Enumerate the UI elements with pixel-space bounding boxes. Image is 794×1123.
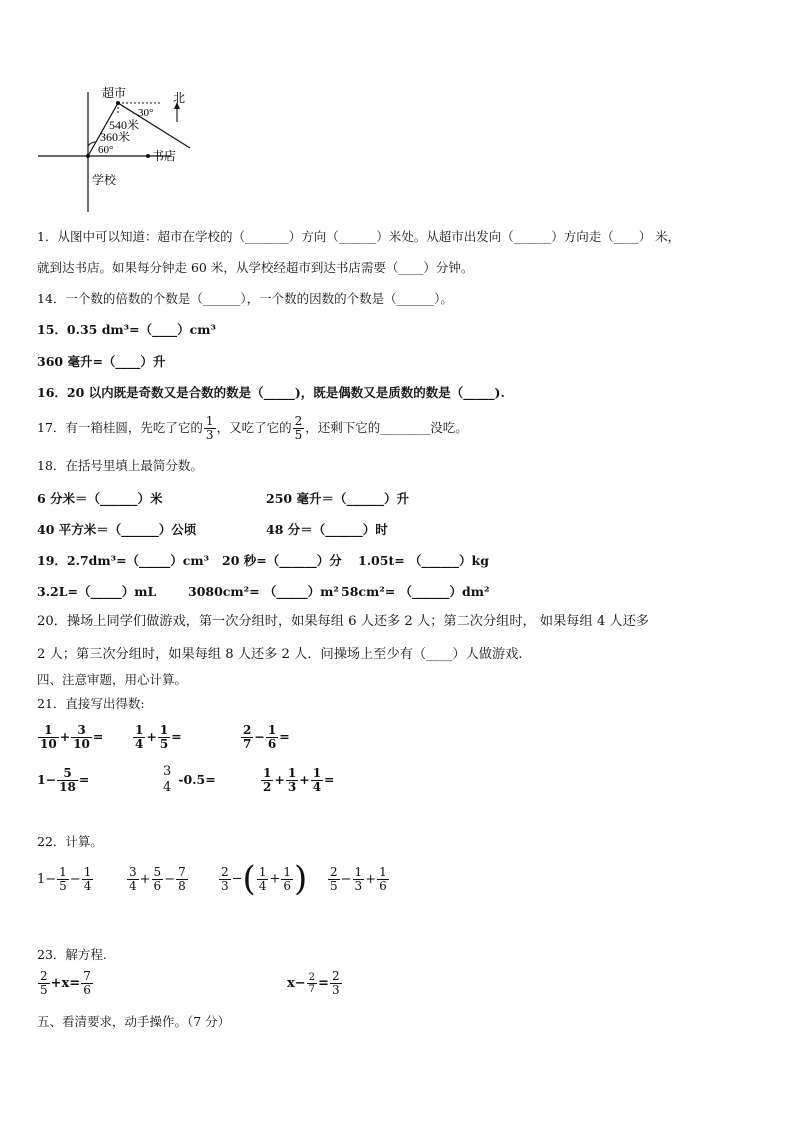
question-20-line-1: 20．操场上同学们做游戏，第一次分组时，如果每组 6 人还多 2 人；第二次分组时， 如果每组 4 人还多	[37, 614, 649, 629]
q21-expression-4: 1− $\frac{5}{18}$ =	[37, 766, 90, 794]
question-19-f: 58cm²= （______）dm²	[341, 584, 490, 599]
distance-360-label: 360米	[100, 130, 131, 144]
q21-expression-2: $\frac{1}{4}$ + $\frac{1}{5}$ =	[135, 723, 182, 751]
q22-expression-3: $\frac{2}{3}$ −( $\frac{1}{4}$ + $\frac{1}{6}$ )	[221, 859, 308, 899]
school-label: 学校	[92, 173, 117, 187]
question-15-a: 15．0.35 dm³=（____）cm³	[37, 322, 216, 337]
question-22-title: 22．计算。	[37, 834, 103, 849]
question-1-line-1: 1．从图中可以知道：超市在学校的（_______）方向（______）米处。从超市出发向（______）方向走（____） 米，	[37, 229, 681, 244]
map-diagram	[30, 80, 210, 215]
question-1-line-2: 就到达书店。如果每分钟走 60 米，从学校经超市到达书店需要（____）分钟。	[37, 260, 474, 275]
question-20-line-2: 2 人；第三次分组时，如果每组 8 人还多 2 人．问操场上至少有（____）人做游戏.	[37, 647, 523, 662]
question-18-b: 250 毫升＝（______）升	[266, 491, 409, 506]
question-19-d: 3.2L=（_____）mL	[37, 584, 157, 599]
q23-equation-2: x− $\frac{2}{7}$ = $\frac{2}{3}$	[287, 969, 340, 997]
q21-expression-5: 3 4 -0.5=	[163, 764, 216, 795]
north-label: 北	[173, 91, 186, 105]
bookstore-label: 书店	[152, 149, 177, 163]
q17-fraction-1: $\frac{1}{3}$	[205, 414, 214, 442]
question-19-c: 1.05t= （______）kg	[358, 553, 489, 568]
school-point	[86, 154, 90, 158]
q22-expression-4: $\frac{2}{5}$ − $\frac{1}{3}$ + $\frac{1}{6}$	[330, 865, 387, 893]
q17-mid: ，又吃了它的	[216, 420, 292, 435]
question-18-d: 48 分＝（______）时	[266, 522, 388, 537]
q21-expression-1: $\frac{1}{10}$ + $\frac{3}{10}$ =	[40, 723, 104, 751]
q23-equation-1: $\frac{2}{5}$ +x= $\frac{7}{6}$	[40, 969, 91, 997]
q21-expression-3: $\frac{2}{7}$ − $\frac{1}{6}$ =	[243, 723, 290, 751]
q17-fraction-2: $\frac{2}{5}$	[294, 414, 303, 442]
question-19-a: 19．2.7dm³=（_____）cm³	[37, 553, 210, 568]
supermarket-point	[116, 101, 120, 105]
question-16: 16．20 以内既是奇数又是合数的数是（_____)，既是偶数又是质数的数是（_____).	[37, 385, 505, 400]
question-18-a: 6 分米＝（______）米	[37, 491, 163, 506]
question-21-title: 21．直接写出得数:	[37, 696, 145, 711]
supermarket-label: 超市	[102, 86, 127, 100]
q21-expression-6: $\frac{1}{2}$ + $\frac{1}{3}$ + $\frac{1}{4}$ =	[263, 766, 335, 794]
q22-expression-1: 1− $\frac{1}{5}$ − $\frac{1}{4}$	[37, 865, 92, 893]
question-18-c: 40 平方米＝（______）公顷	[37, 522, 197, 537]
question-15-b: 360 毫升=（____）升	[37, 354, 166, 369]
q17-pre: 17．有一箱桂圆，先吃了它的	[37, 420, 203, 435]
angle-30-label: 30°	[138, 107, 154, 119]
question-19-e: 3080cm²= （_____）m²	[188, 584, 339, 599]
bookstore-point	[146, 154, 150, 158]
distance-540-label: 540米	[109, 118, 140, 132]
question-23-title: 23．解方程.	[37, 947, 107, 962]
q17-post: ，还剩下它的________没吃。	[305, 420, 468, 435]
angle-60-label: 60°	[98, 144, 114, 156]
section-4-heading: 四、注意审题，用心计算。	[37, 672, 188, 687]
section-5-heading: 五、看清要求，动手操作。（7 分）	[37, 1014, 231, 1029]
question-14: 14．一个数的倍数的个数是（______），一个数的因数的个数是（______）。	[37, 291, 453, 306]
question-18-title: 18．在括号里填上最简分数。	[37, 458, 203, 473]
question-19-b: 20 秒=（______）分	[222, 553, 342, 568]
question-17	[37, 413, 468, 443]
q22-expression-2: $\frac{3}{4}$ + $\frac{5}{6}$ − $\frac{7}{8}$	[129, 865, 186, 893]
